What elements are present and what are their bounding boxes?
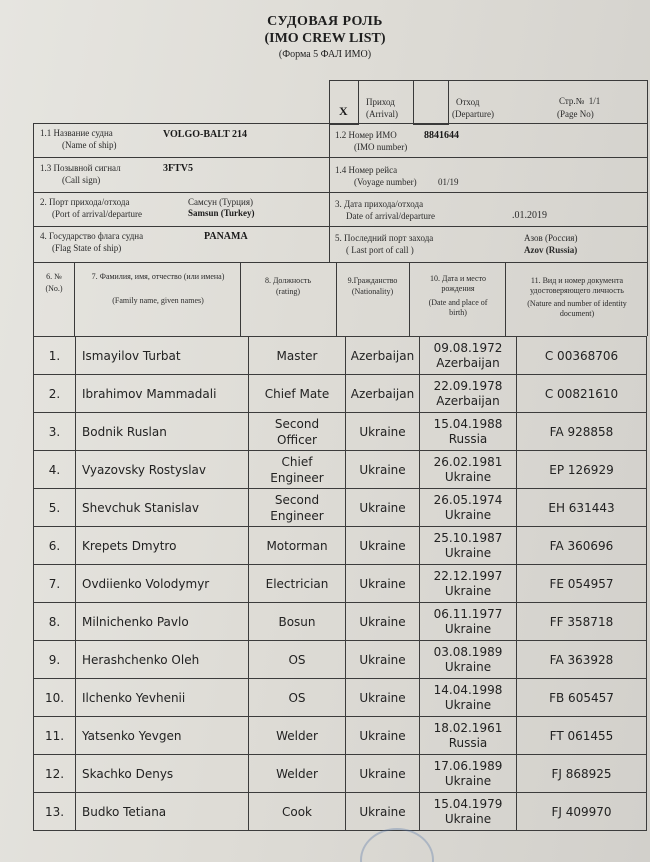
crew-birth [420, 413, 517, 451]
imo-number-value: 8841644 [424, 130, 459, 141]
birth-date: 15.04.1979 [433, 796, 503, 811]
birth-date: 18.02.1961 [433, 720, 503, 735]
crew-birth [420, 565, 517, 603]
row-number: 2. [34, 375, 76, 413]
grid-line [33, 262, 647, 263]
birth-date: 03.08.1989 [433, 644, 503, 659]
last-port-label: 5. Последний порт захода [335, 233, 434, 243]
last-port-value-en: Azov (Russia) [524, 245, 578, 255]
crew-document: FF 358718 [517, 603, 647, 641]
birth-place: Ukraine [444, 507, 492, 522]
page-number-en: (Page No) [557, 109, 594, 119]
rank-line-2: Engineer [270, 508, 324, 523]
row-number: 1. [34, 337, 76, 375]
arrival-label-ru: Приход [366, 97, 395, 107]
crew-nationality: Ukraine [346, 451, 420, 489]
port-value-en: Samsun (Turkey) [188, 208, 255, 218]
document-subtitle: (IMO CREW LIST) [264, 31, 386, 46]
imo-number-label: 1.2 Номер ИМО [335, 130, 397, 140]
table-row [34, 755, 647, 793]
crew-rank [249, 641, 346, 679]
crew-name: Shevchuk Stanislav [76, 489, 249, 527]
rank-line-2: Officer [277, 432, 317, 447]
call-sign-label-en: (Call sign) [62, 175, 101, 185]
port-label: 2. Порт прихода/отхода [40, 197, 130, 207]
column-nationality-en: (Nationality) [351, 287, 394, 296]
column-no-ru: 6. № [46, 272, 62, 281]
grid-line [329, 123, 330, 262]
date-label: 3. Дата прихода/отхода [335, 199, 424, 209]
birth-date: 09.08.1972 [433, 340, 503, 355]
crew-document: FA 360696 [517, 527, 647, 565]
birth-date: 22.09.1978 [433, 378, 503, 393]
arrival-label-en: (Arrival) [366, 109, 398, 119]
grid-line [505, 262, 506, 336]
crew-nationality: Azerbaijan [346, 337, 420, 375]
birth-date: 06.11.1977 [433, 606, 503, 621]
crew-name: Ovdiienko Volodymyr [76, 565, 249, 603]
grid-line [33, 157, 647, 158]
crew-name: Herashchenko Oleh [76, 641, 249, 679]
table-row [34, 413, 647, 451]
rank-line-1: OS [288, 652, 306, 667]
crew-rank [249, 717, 346, 755]
birth-place: Russia [448, 735, 488, 750]
row-number: 8. [34, 603, 76, 641]
row-number: 13. [34, 793, 76, 831]
rank-line-1: Electrician [265, 576, 329, 591]
grid-line [409, 262, 410, 336]
ship-name-label: 1.1 Название судна [40, 128, 113, 138]
birth-date: 26.02.1981 [433, 454, 503, 469]
column-birth-ru: 10. Дата и место рождения [430, 274, 486, 293]
crew-nationality: Ukraine [346, 603, 420, 641]
crew-name: Bodnik Ruslan [76, 413, 249, 451]
crew-rank [249, 451, 346, 489]
row-number: 7. [34, 565, 76, 603]
departure-checkbox [413, 80, 449, 125]
table-row [34, 375, 647, 413]
rank-line-1: Second [274, 416, 320, 431]
rank-line-1: Second [274, 492, 320, 507]
table-row [34, 337, 647, 375]
arrival-mark: X [339, 104, 348, 118]
port-value-ru: Самсун (Турция) [188, 197, 253, 207]
table-row [34, 641, 647, 679]
birth-place: Ukraine [444, 697, 492, 712]
crew-document: C 00821610 [517, 375, 647, 413]
column-rank-en: (rating) [276, 287, 300, 296]
table-row [34, 793, 647, 831]
table-row [34, 679, 647, 717]
crew-rank [249, 565, 346, 603]
rank-line-2: Engineer [270, 470, 324, 485]
birth-place: Ukraine [444, 583, 492, 598]
crew-rank [249, 375, 346, 413]
birth-place: Azerbaijan [436, 355, 500, 370]
voyage-value: 01/19 [438, 177, 459, 187]
flag-label: 4. Государство флага судна [40, 231, 144, 241]
birth-date: 17.06.1989 [433, 758, 503, 773]
row-number: 4. [34, 451, 76, 489]
crew-name: Yatsenko Yevgen [76, 717, 249, 755]
departure-label-en: (Departure) [452, 109, 494, 119]
crew-name: Milnichenko Pavlo [76, 603, 249, 641]
crew-name: Skachko Denys [76, 755, 249, 793]
document-title: СУДОВАЯ РОЛЬ [267, 14, 383, 29]
birth-place: Ukraine [444, 469, 492, 484]
crew-rank [249, 755, 346, 793]
grid-line [33, 123, 34, 336]
rank-line-1: Motorman [266, 538, 328, 553]
crew-rank [249, 413, 346, 451]
flag-value: PANAMA [204, 231, 248, 242]
crew-name: Ilchenko Yevhenii [76, 679, 249, 717]
row-number: 9. [34, 641, 76, 679]
crew-nationality: Ukraine [346, 755, 420, 793]
birth-date: 14.04.1998 [433, 682, 503, 697]
birth-place: Azerbaijan [436, 393, 500, 408]
date-value: .01.2019 [512, 210, 547, 221]
table-row [34, 527, 647, 565]
last-port-label-en: ( Last port of call ) [346, 245, 414, 255]
birth-place: Ukraine [444, 773, 492, 788]
call-sign-label: 1.3 Позывной сигнал [40, 163, 121, 173]
birth-date: 22.12.1997 [433, 568, 503, 583]
crew-name: Ibrahimov Mammadali [76, 375, 249, 413]
call-sign-value: 3FTV5 [163, 163, 193, 174]
birth-place: Ukraine [444, 545, 492, 560]
crew-rank [249, 603, 346, 641]
crew-birth [420, 375, 517, 413]
birth-date: 26.05.1974 [433, 492, 503, 507]
voyage-label-en: (Voyage number) [354, 177, 417, 187]
birth-place: Ukraine [444, 659, 492, 674]
departure-label-ru: Отход [456, 97, 480, 107]
crew-nationality: Ukraine [346, 679, 420, 717]
table-row [34, 603, 647, 641]
crew-name: Vyazovsky Rostyslav [76, 451, 249, 489]
crew-birth [420, 451, 517, 489]
crew-document: FA 928858 [517, 413, 647, 451]
crew-name: Krepets Dmytro [76, 527, 249, 565]
grid-line [74, 262, 75, 336]
grid-line [33, 192, 647, 193]
rank-line-1: Master [276, 348, 318, 363]
grid-line [647, 80, 648, 336]
stamp-mark [360, 828, 434, 862]
rank-line-1: Chief Mate [264, 386, 330, 401]
crew-document: C 00368706 [517, 337, 647, 375]
crew-birth [420, 337, 517, 375]
last-port-value-ru: Азов (Россия) [524, 233, 578, 243]
crew-birth [420, 489, 517, 527]
crew-rank [249, 793, 346, 831]
row-number: 11. [34, 717, 76, 755]
rank-line-1: Chief [281, 454, 313, 469]
row-number: 12. [34, 755, 76, 793]
crew-name: Budko Tetiana [76, 793, 249, 831]
grid-line [33, 226, 647, 227]
crew-birth [420, 793, 517, 831]
column-rank-ru: 8. Должность [264, 276, 312, 285]
crew-document: FA 363928 [517, 641, 647, 679]
grid-line [336, 262, 337, 336]
port-label-en: (Port of arrival/departure [52, 209, 142, 219]
crew-birth [420, 603, 517, 641]
birth-date: 15.04.1988 [433, 416, 503, 431]
birth-place: Ukraine [444, 811, 492, 826]
crew-document: FE 054957 [517, 565, 647, 603]
column-name-ru: 7. Фамилия, имя, отчество (или имена) [91, 272, 225, 281]
table-row [34, 451, 647, 489]
table-row [34, 717, 647, 755]
crew-birth [420, 527, 517, 565]
date-label-en: Date of arrival/departure [346, 211, 435, 221]
crew-table [33, 336, 647, 831]
imo-number-label-en: (IMO number) [354, 142, 408, 152]
form-number: (Форма 5 ФАЛ ИМО) [278, 49, 372, 60]
ship-name-value: VOLGO-BALT 214 [163, 129, 247, 140]
crew-document: FJ 409970 [517, 793, 647, 831]
row-number: 6. [34, 527, 76, 565]
crew-document: FJ 868925 [517, 755, 647, 793]
row-number: 10. [34, 679, 76, 717]
crew-document: EP 126929 [517, 451, 647, 489]
crew-nationality: Ukraine [346, 717, 420, 755]
column-no-en: (No.) [45, 284, 63, 293]
crew-rank [249, 489, 346, 527]
grid-line [329, 80, 647, 81]
column-name-en: (Family name, given names) [112, 296, 204, 305]
column-birth-en: (Date and place of birth) [428, 298, 488, 317]
crew-nationality: Ukraine [346, 793, 420, 831]
birth-date: 25.10.1987 [433, 530, 503, 545]
grid-line [33, 123, 647, 124]
row-number: 5. [34, 489, 76, 527]
crew-birth [420, 755, 517, 793]
rank-line-1: Welder [276, 766, 318, 781]
column-id-ru: 11. Вид и номер документа удостоверяющего личность [530, 276, 624, 295]
row-number: 3. [34, 413, 76, 451]
column-id-en: (Nature and number of identity document) [527, 299, 627, 318]
column-nationality-ru: 9.Гражданство [347, 276, 398, 285]
table-row [34, 565, 647, 603]
crew-nationality: Ukraine [346, 641, 420, 679]
table-row [34, 489, 647, 527]
crew-nationality: Ukraine [346, 527, 420, 565]
crew-document: EH 631443 [517, 489, 647, 527]
crew-table-body [34, 337, 647, 831]
crew-rank [249, 337, 346, 375]
crew-birth [420, 717, 517, 755]
flag-label-en: (Flag State of ship) [52, 243, 122, 253]
birth-place: Russia [448, 431, 488, 446]
crew-nationality: Ukraine [346, 489, 420, 527]
crew-birth [420, 641, 517, 679]
ship-name-label-en: (Name of ship) [62, 140, 117, 150]
crew-birth [420, 679, 517, 717]
crew-nationality: Azerbaijan [346, 375, 420, 413]
rank-line-1: Cook [281, 804, 312, 819]
page-number-ru: Стр.№ 1/1 [559, 96, 601, 106]
rank-line-1: OS [288, 690, 306, 705]
crew-document: FB 605457 [517, 679, 647, 717]
crew-rank [249, 527, 346, 565]
crew-name: Ismayilov Turbat [76, 337, 249, 375]
crew-document: FT 061455 [517, 717, 647, 755]
rank-line-1: Bosun [278, 614, 316, 629]
rank-line-1: Welder [276, 728, 318, 743]
voyage-label: 1.4 Номер рейса [335, 165, 398, 175]
birth-place: Ukraine [444, 621, 492, 636]
crew-nationality: Ukraine [346, 565, 420, 603]
crew-nationality: Ukraine [346, 413, 420, 451]
grid-line [240, 262, 241, 336]
crew-rank [249, 679, 346, 717]
